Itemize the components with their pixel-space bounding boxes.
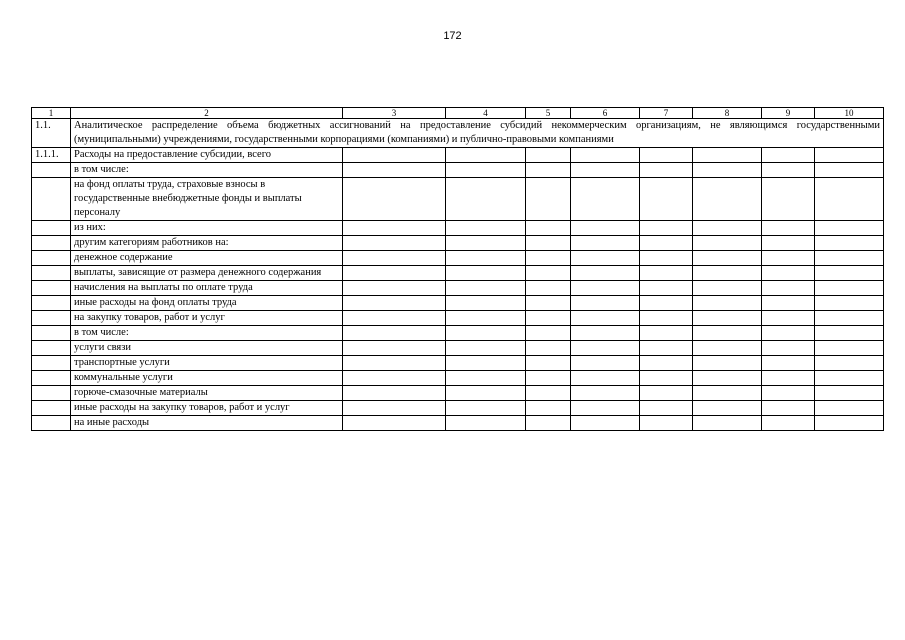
row-label: на закупку товаров, работ и услуг [71,311,343,326]
column-number: 7 [640,108,693,119]
value-cell [343,148,446,163]
table-row [32,163,884,178]
row-label: коммунальные услуги [71,371,343,386]
row-number [32,341,71,356]
row-label: иные расходы на фонд оплаты труда [71,296,343,311]
table-row [32,371,884,386]
row-label: выплаты, зависящие от размера денежного содержания [71,266,343,281]
value-cell [693,178,762,221]
value-cell [762,356,815,371]
value-cell [640,251,693,266]
value-cell [762,296,815,311]
value-cell [762,371,815,386]
value-cell [693,163,762,178]
table-row [32,311,884,326]
row-label: в том числе: [71,326,343,341]
value-cell [571,341,640,356]
value-cell [526,281,571,296]
row-number [32,236,71,251]
row-label: начисления на выплаты по оплате труда [71,281,343,296]
table-row [32,416,884,431]
value-cell [526,311,571,326]
value-cell [693,416,762,431]
value-cell [693,311,762,326]
value-cell [343,236,446,251]
row-number [32,163,71,178]
value-cell [343,251,446,266]
row-number [32,356,71,371]
value-cell [526,148,571,163]
value-cell [446,356,526,371]
value-cell [571,281,640,296]
value-cell [571,236,640,251]
table-row [32,281,884,296]
table-row [32,386,884,401]
row-label: из них: [71,221,343,236]
row-label: другим категориям работников на: [71,236,343,251]
value-cell [343,341,446,356]
table-row [32,401,884,416]
value-cell [343,311,446,326]
value-cell [762,148,815,163]
value-cell [693,326,762,341]
value-cell [762,163,815,178]
row-label: на иные расходы [71,416,343,431]
value-cell [640,221,693,236]
row-number [32,296,71,311]
row-label: денежное содержание [71,251,343,266]
section-title: Аналитическое распределение объема бюджетных ассигнований на предоставление субсидий некоммерческим организациям, не являющимся государственными (муниципальными) учреждениями, государственными корпорациями (компаниями) и публично-правовыми компаниями [71,119,884,148]
value-cell [571,163,640,178]
value-cell [343,266,446,281]
table-row [32,221,884,236]
value-cell [693,341,762,356]
value-cell [446,416,526,431]
table-row [32,341,884,356]
value-cell [693,221,762,236]
row-label: услуги связи [71,341,343,356]
value-cell [446,221,526,236]
value-cell [762,416,815,431]
column-number: 6 [571,108,640,119]
value-cell [343,416,446,431]
value-cell [815,251,884,266]
value-cell [762,386,815,401]
value-cell [693,296,762,311]
value-cell [571,371,640,386]
value-cell [446,266,526,281]
value-cell [693,356,762,371]
row-number [32,401,71,416]
value-cell [762,401,815,416]
row-number [32,326,71,341]
value-cell [526,296,571,311]
column-number-row [32,108,884,119]
value-cell [815,356,884,371]
value-cell [343,326,446,341]
value-cell [446,401,526,416]
value-cell [815,281,884,296]
value-cell [693,281,762,296]
value-cell [640,326,693,341]
row-number [32,311,71,326]
value-cell [640,371,693,386]
value-cell [446,386,526,401]
value-cell [640,281,693,296]
section-row [32,119,884,148]
value-cell [526,341,571,356]
column-number: 1 [32,108,71,119]
value-cell [343,386,446,401]
row-number [32,386,71,401]
value-cell [815,221,884,236]
value-cell [343,401,446,416]
column-number: 10 [815,108,884,119]
value-cell [762,236,815,251]
value-cell [762,221,815,236]
table-row [32,326,884,341]
value-cell [815,236,884,251]
value-cell [571,251,640,266]
value-cell [815,148,884,163]
row-label: транспортные услуги [71,356,343,371]
value-cell [343,296,446,311]
value-cell [446,163,526,178]
value-cell [571,386,640,401]
row-number: 1.1.1. [32,148,71,163]
table-row [32,251,884,266]
value-cell [815,341,884,356]
row-number [32,178,71,221]
value-cell [693,266,762,281]
row-label: Расходы на предоставление субсидии, всего [71,148,343,163]
column-number: 8 [693,108,762,119]
value-cell [446,341,526,356]
value-cell [446,371,526,386]
row-number [32,221,71,236]
page-number: 172 [443,30,462,42]
column-number: 2 [71,108,343,119]
value-cell [526,163,571,178]
value-cell [693,251,762,266]
value-cell [571,296,640,311]
table-row [32,236,884,251]
value-cell [640,356,693,371]
value-cell [526,371,571,386]
value-cell [815,178,884,221]
value-cell [571,178,640,221]
value-cell [526,178,571,221]
value-cell [446,148,526,163]
value-cell [762,341,815,356]
value-cell [640,163,693,178]
value-cell [815,266,884,281]
value-cell [815,326,884,341]
value-cell [446,236,526,251]
row-label: горюче-смазочные материалы [71,386,343,401]
value-cell [343,163,446,178]
value-cell [571,311,640,326]
value-cell [762,311,815,326]
table-row [32,178,884,221]
column-number: 5 [526,108,571,119]
row-label: иные расходы на закупку товаров, работ и услуг [71,401,343,416]
value-cell [640,148,693,163]
value-cell [343,356,446,371]
value-cell [343,178,446,221]
value-cell [640,311,693,326]
value-cell [640,401,693,416]
row-number [32,251,71,266]
value-cell [815,311,884,326]
value-cell [446,178,526,221]
value-cell [693,401,762,416]
value-cell [815,386,884,401]
column-number: 9 [762,108,815,119]
budget-allocation-table [31,107,884,431]
value-cell [571,221,640,236]
value-cell [526,326,571,341]
value-cell [693,371,762,386]
value-cell [640,236,693,251]
value-cell [526,221,571,236]
table-row [32,356,884,371]
value-cell [343,281,446,296]
value-cell [571,356,640,371]
value-cell [693,236,762,251]
value-cell [693,148,762,163]
value-cell [762,266,815,281]
column-number: 3 [343,108,446,119]
table-row [32,296,884,311]
value-cell [571,266,640,281]
value-cell [815,296,884,311]
value-cell [526,416,571,431]
value-cell [446,326,526,341]
value-cell [446,311,526,326]
value-cell [640,266,693,281]
value-cell [815,416,884,431]
row-number [32,266,71,281]
value-cell [571,416,640,431]
value-cell [526,356,571,371]
value-cell [815,371,884,386]
value-cell [446,251,526,266]
value-cell [762,281,815,296]
value-cell [526,386,571,401]
value-cell [526,236,571,251]
value-cell [526,401,571,416]
row-number [32,281,71,296]
value-cell [571,326,640,341]
value-cell [815,163,884,178]
table-row [32,266,884,281]
value-cell [446,281,526,296]
value-cell [571,401,640,416]
value-cell [343,371,446,386]
row-number [32,416,71,431]
value-cell [571,148,640,163]
value-cell [640,341,693,356]
value-cell [343,221,446,236]
value-cell [762,251,815,266]
value-cell [640,178,693,221]
value-cell [762,326,815,341]
value-cell [526,266,571,281]
table-row [32,148,884,163]
value-cell [526,251,571,266]
row-label: на фонд оплаты труда, страховые взносы в государственные внебюджетные фонды и выплаты персоналу [71,178,343,221]
value-cell [640,416,693,431]
value-cell [640,386,693,401]
value-cell [815,401,884,416]
value-cell [640,296,693,311]
row-number [32,371,71,386]
value-cell [762,178,815,221]
row-label: в том числе: [71,163,343,178]
value-cell [446,296,526,311]
column-number: 4 [446,108,526,119]
section-number: 1.1. [32,119,71,148]
value-cell [693,386,762,401]
